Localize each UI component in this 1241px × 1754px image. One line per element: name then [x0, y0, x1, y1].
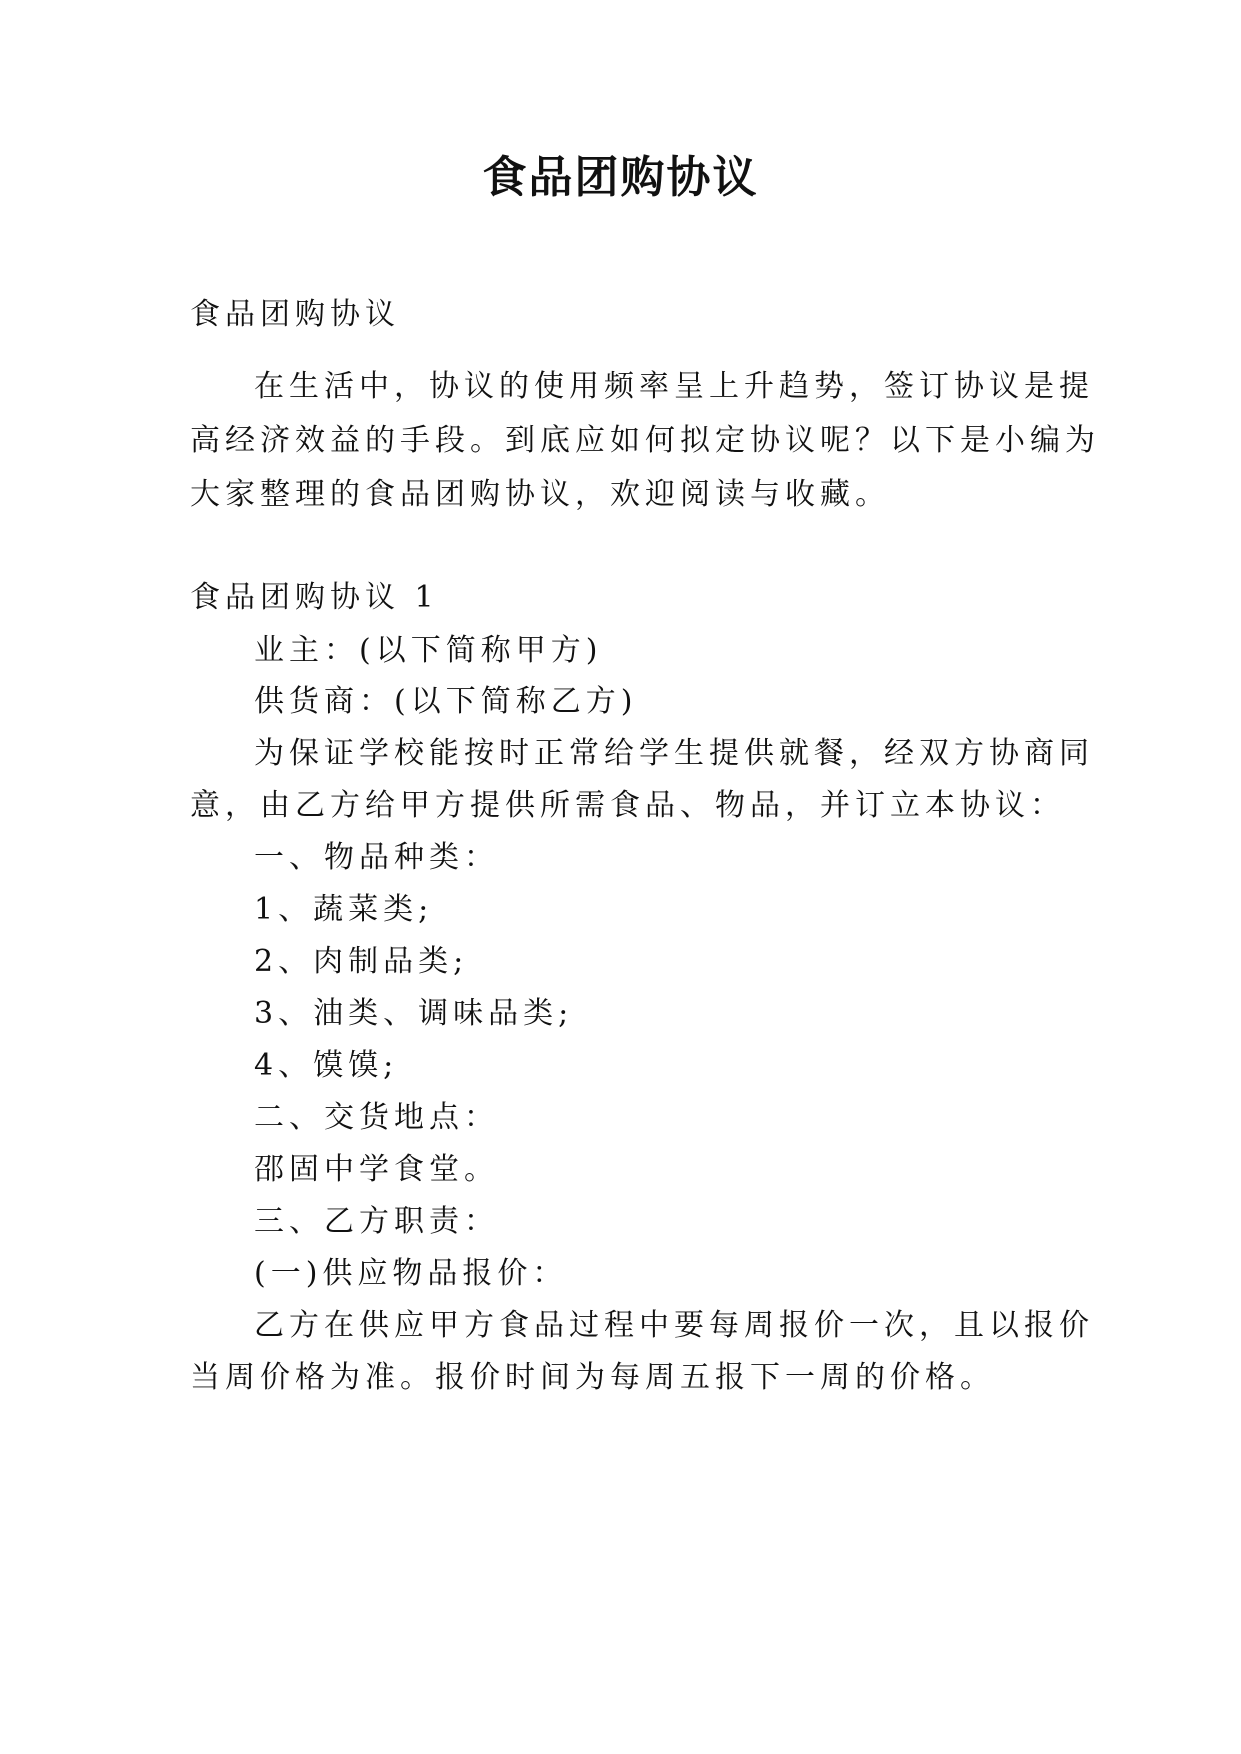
section-heading: 食品团购协议 1 — [190, 580, 439, 615]
document-title: 食品团购协议 — [482, 152, 759, 203]
party-b-line: 供货商：(以下简称乙方) — [254, 684, 638, 719]
clause-heading-3: 三、乙方职责： — [254, 1204, 499, 1239]
list-item: 4、馍馍; — [254, 1048, 399, 1083]
intro-line-1: 在生活中，协议的使用频率呈上升趋势，签订协议是提 — [254, 369, 1094, 404]
clause-heading-2: 二、交货地点： — [254, 1100, 499, 1135]
list-item: 2、肉制品类; — [254, 944, 469, 979]
sub-clause-heading: (一)供应物品报价： — [254, 1256, 568, 1291]
list-item: 3、油类、调味品类; — [254, 996, 574, 1031]
body-line-15: 当周价格为准。报价时间为每周五报下一周的价格。 — [190, 1360, 995, 1395]
intro-line-3: 大家整理的食品团购协议，欢迎阅读与收藏。 — [190, 477, 890, 512]
body-line-14: 乙方在供应甲方食品过程中要每周报价一次，且以报价 — [254, 1308, 1094, 1343]
body-line-3: 为保证学校能按时正常给学生提供就餐，经双方协商同 — [254, 736, 1094, 771]
intro-line-2: 高经济效益的手段。到底应如何拟定协议呢？以下是小编为 — [190, 423, 1100, 458]
clause-heading-1: 一、物品种类： — [254, 840, 499, 875]
party-a-line: 业主：(以下简称甲方) — [254, 633, 603, 668]
delivery-location: 邵固中学食堂。 — [254, 1152, 499, 1187]
document-subtitle: 食品团购协议 — [190, 297, 400, 332]
body-line-4: 意，由乙方给甲方提供所需食品、物品，并订立本协议： — [190, 788, 1065, 823]
list-item: 1、蔬菜类; — [254, 892, 434, 927]
